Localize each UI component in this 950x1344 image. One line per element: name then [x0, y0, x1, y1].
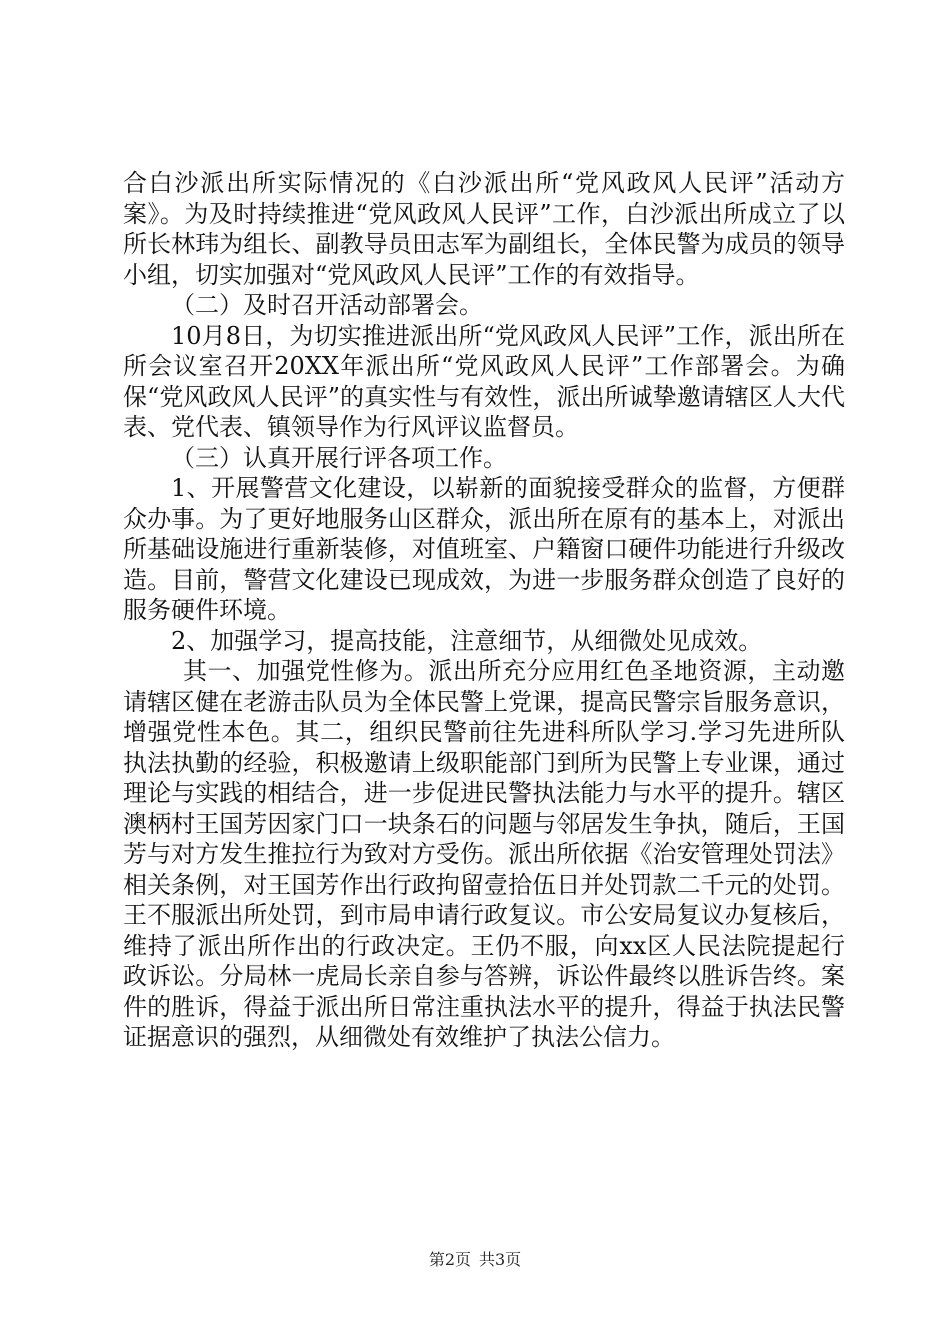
section-heading-2: （二）及时召开活动部署会。	[171, 291, 483, 319]
page-footer	[0, 1247, 950, 1270]
paragraph-item-1: 1、开展警营文化建设，以崭新的面貌接受群众的监督，方便群众办事。为了更好地服务山区群众，派出所在原有的基本上，对派出所基础设施进行重新装修，对值班室、户籍窗口硬件功能进行升级改造。目前，警营文化建设已现成效，为进一步服务群众创造了良好的服务硬件环境。	[123, 474, 845, 624]
page-total: 共3页	[479, 1250, 522, 1269]
page-number: 第2页	[428, 1250, 471, 1269]
section-heading-3: （三）认真开展行评各项工作。	[171, 443, 507, 472]
paragraph-item-2: 2、加强学习，提高技能，注意细节，从细微处见成效。	[171, 626, 763, 655]
paragraph-deployment-meeting: 10月8日，为切实推进派出所“党风政风人民评”工作，派出所在所会议室召开20XX年派出所“党风政风人民评”工作部署会。为确保“党风政风人民评”的真实性与有效性，派出所诚挚邀请辖区人大代表、党代表、镇领导作为行风评议监督员。	[123, 321, 845, 441]
paragraph-party-cultivation: 其一、加强党性修为。派出所充分应用红色圣地资源，主动邀请辖区健在老游击队员为全体民警上党课，提高民警宗旨服务意识，增强党性本色。其二，组织民警前往先进科所队学习.学习先进所队执法执勤的经验，积极邀请上级职能部门到所为民警上专业课，通过理论与实践的相结合，进一步促进民警执法能力与水平的提升。辖区澳柄村王国芳因家门口一块条石的问题与邻居发生争执，随后，王国芳与对方发生推拉行为致对方受伤。派出所依据《治安管理处罚法》相关条例，对王国芳作出行政拘留壹拾伍日并处罚款二千元的处罚。王不服派出所处罚，到市局申请行政复议。市公安局复议办复核后，维持了派出所作出的行政决定。王仍不服，向xx区人民法院提起行政诉讼。分局林一虎局长亲自参与答辨，诉讼件最终以胜诉告终。案件的胜诉，得益于派出所日常注重执法水平的提升，得益于执法民警证据意识的强烈，从细微处有效维护了执法公信力。	[123, 657, 845, 1051]
document-body	[123, 168, 845, 1053]
paragraph-plan-continuation: 合白沙派出所实际情况的《白沙派出所“党风政风人民评”活动方案》。为及时持续推进“党风政风人民评”工作，白沙派出所成立了以所长林玮为组长、副教导员田志军为副组长，全体民警为成员的领导小组，切实加强对“党风政风人民评”工作的有效指导。	[123, 169, 845, 289]
